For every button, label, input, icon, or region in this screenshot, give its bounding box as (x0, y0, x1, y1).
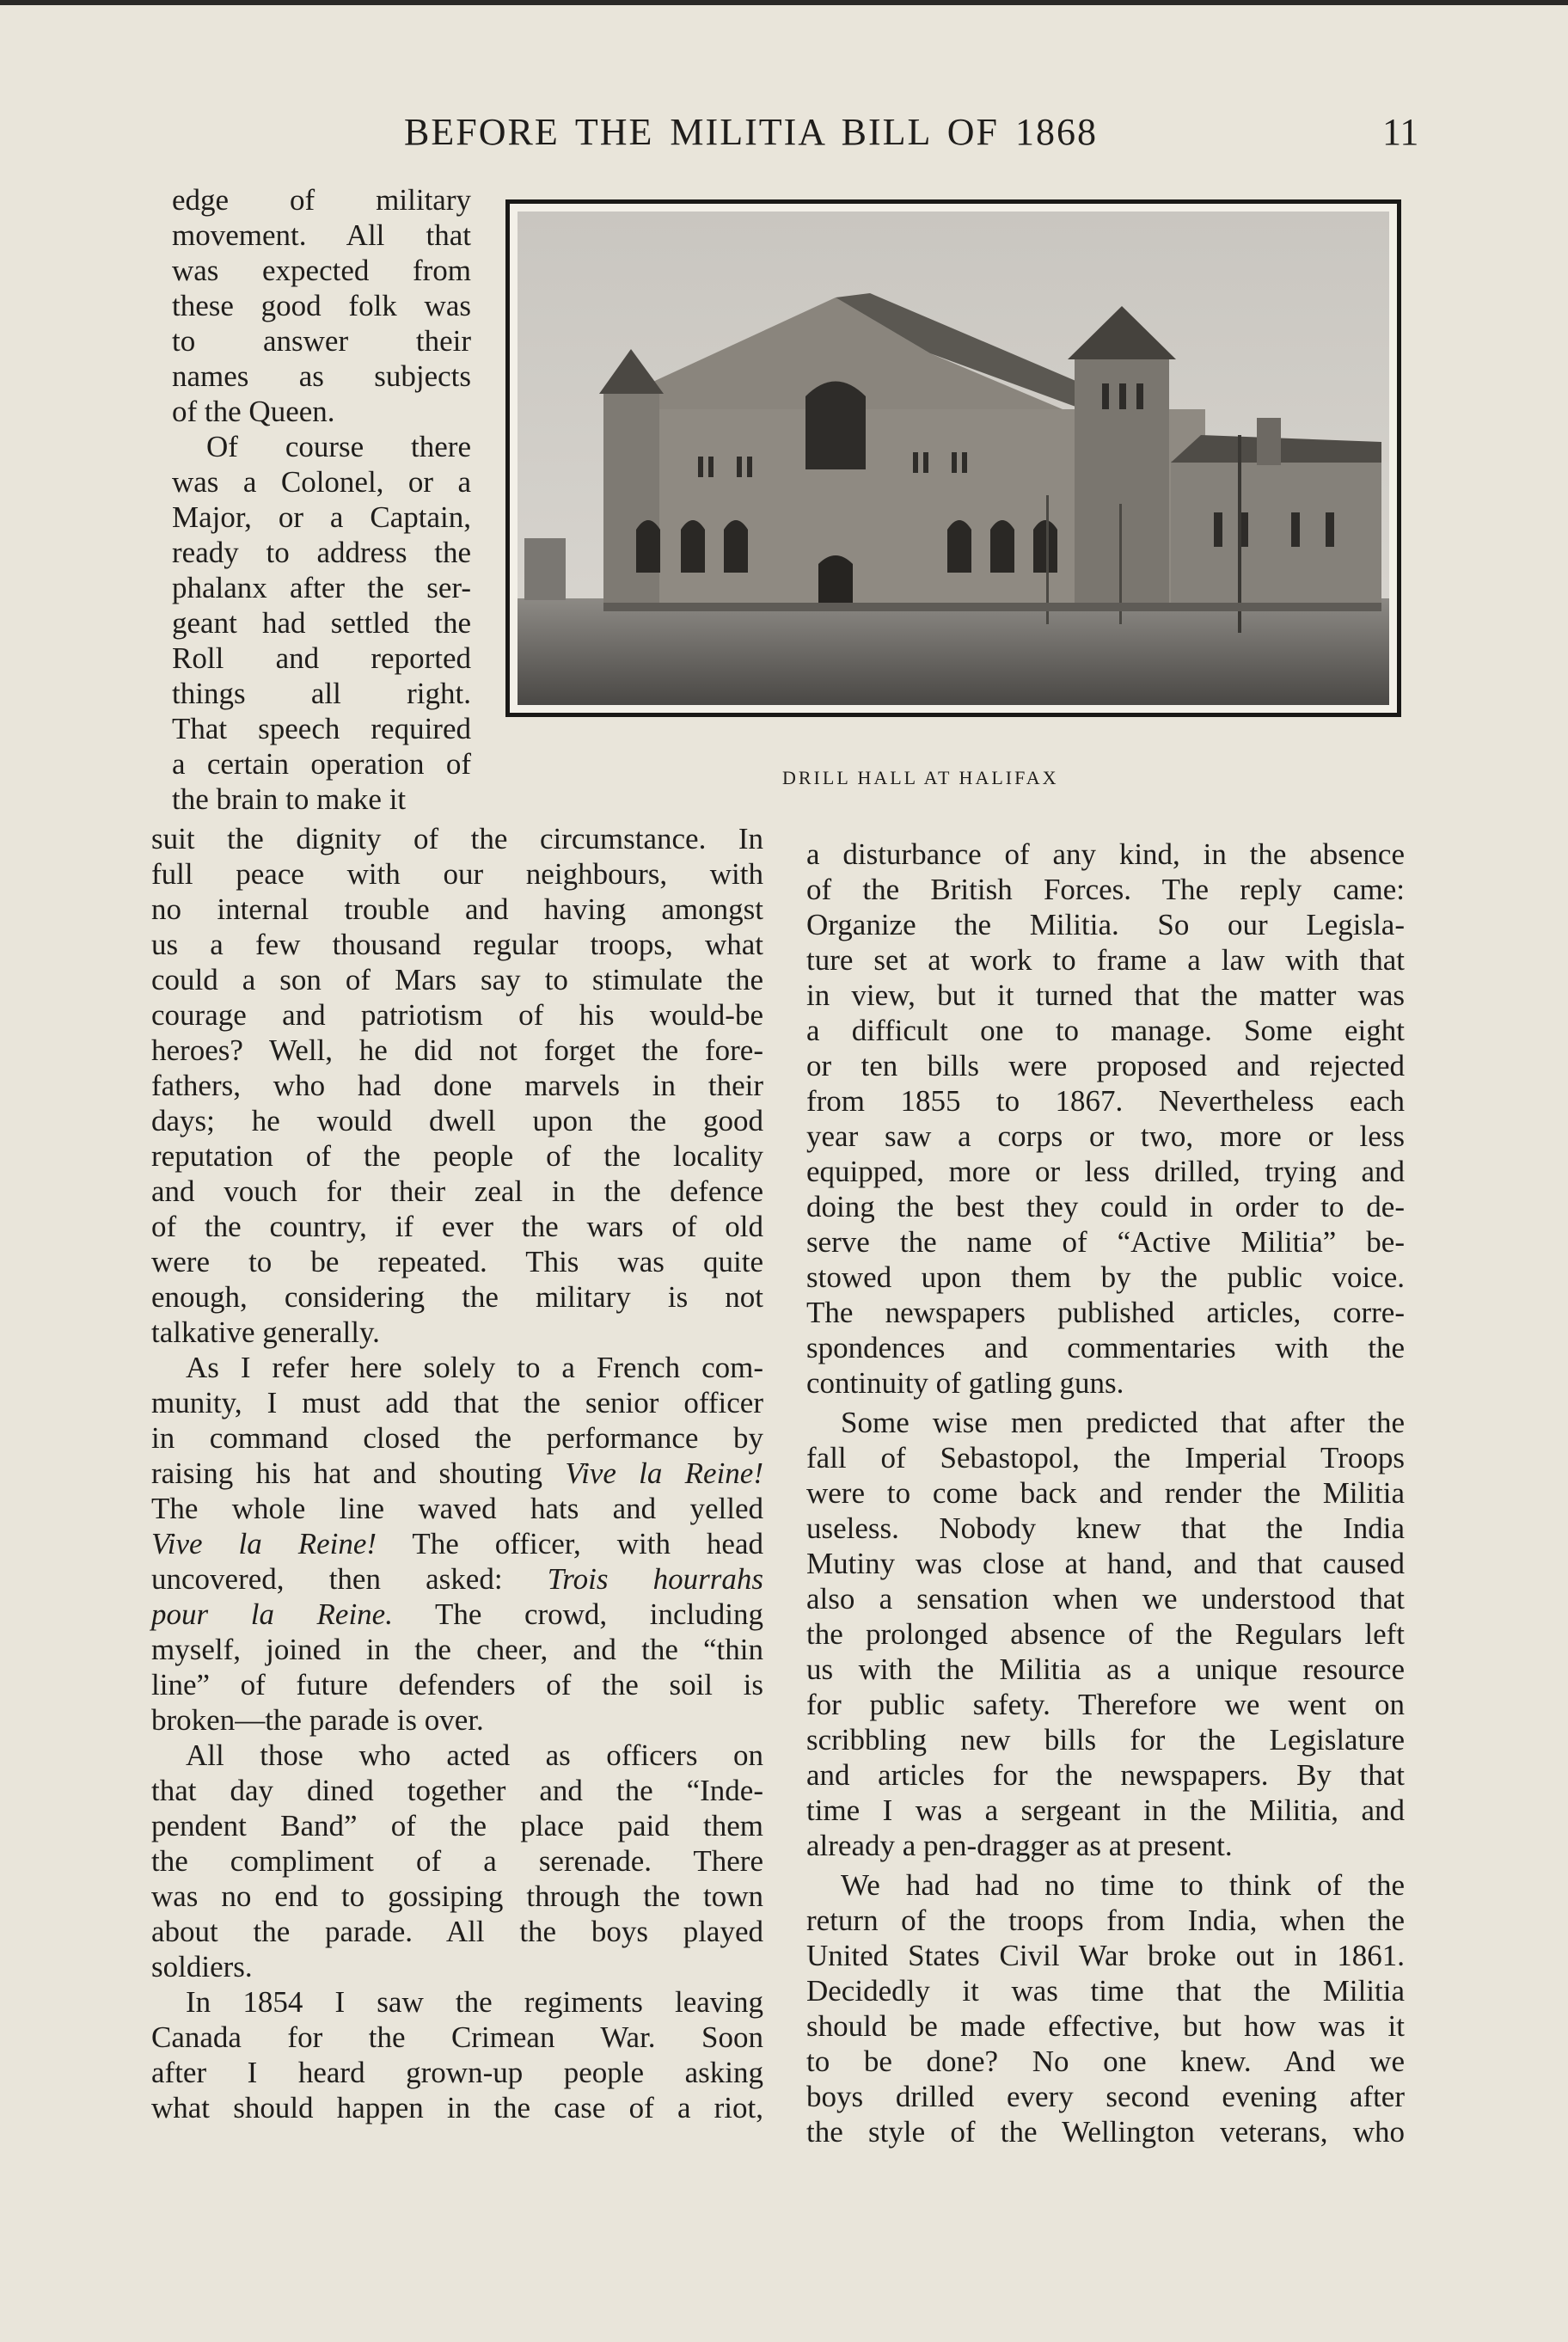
text-line: broken—the parade is over. (151, 1703, 484, 1737)
text-line: We had had no time to think of the (841, 1868, 1405, 1902)
text-line: doing the best they could in order to de- (806, 1190, 1405, 1223)
text-line: spondences and commentaries with the (806, 1331, 1405, 1364)
text-line: As I refer here solely to a French com- (186, 1351, 763, 1384)
text-line: the style of the Wellington veterans, who (806, 2115, 1405, 2149)
text-line: talkative generally. (151, 1315, 380, 1349)
text-line: for public safety. Therefore we went on (806, 1688, 1405, 1721)
text-line: movement. All that (172, 218, 471, 252)
text-line: or ten bills were proposed and rejected (806, 1049, 1405, 1082)
text-line: the prolonged absence of the Regulars left (806, 1617, 1405, 1651)
text-line: a disturbance of any kind, in the absence (806, 837, 1405, 871)
text-line: United States Civil War broke out in 1861. (806, 1939, 1405, 1972)
text-line: us a few thousand regular troops, what (151, 928, 763, 961)
text-line: Organize the Militia. So our Legisla- (806, 908, 1405, 941)
text-line: Canada for the Crimean War. Soon (151, 2020, 763, 2054)
text-line: suit the dignity of the circumstance. In (151, 822, 763, 855)
page-top-border (0, 0, 1568, 5)
text-line: enough, considering the military is not (151, 1280, 763, 1314)
text-line: the brain to make it (172, 782, 407, 816)
text-line: ture set at work to frame a law with that (806, 943, 1405, 977)
running-title: BEFORE THE MILITIA BILL OF 1868 (404, 111, 1098, 153)
text-line: these good folk was (172, 289, 471, 322)
text-line: days; he would dwell upon the good (151, 1104, 763, 1137)
text-span: uncovered, then asked: (151, 1562, 503, 1596)
text-line: continuity of gatling guns. (806, 1366, 1124, 1400)
text-line: time I was a sergeant in the Militia, and (806, 1793, 1405, 1827)
text-line: Major, or a Captain, (172, 500, 471, 534)
text-line: were to come back and render the Militia (806, 1476, 1405, 1510)
text-line: from 1855 to 1867. Nevertheless each (806, 1084, 1405, 1118)
text-line: Of course there (206, 430, 471, 463)
text-line: Mutiny was close at hand, and that caused (806, 1547, 1405, 1580)
text-line (151, 1561, 763, 1597)
page-number: 11 (1382, 111, 1419, 153)
text-line: fall of Sebastopol, the Imperial Troops (806, 1441, 1405, 1474)
text-line: in command closed the performance by (151, 1421, 763, 1455)
text-line (151, 1597, 763, 1632)
text-line: myself, joined in the cheer, and the “thin (151, 1633, 763, 1666)
text-line: line” of future defenders of the soil is (151, 1668, 763, 1701)
text-span: raising his hat and shouting (151, 1456, 543, 1490)
text-line: All those who acted as officers on (186, 1738, 763, 1772)
text-line: was a Colonel, or a (172, 465, 471, 499)
text-line: return of the troops from India, when the (806, 1904, 1405, 1937)
text-line: In 1854 I saw the regiments leaving (186, 1985, 763, 2019)
text-line: was no end to gossiping through the town (151, 1879, 763, 1913)
text-line: reputation of the people of the locality (151, 1139, 763, 1173)
text-line: courage and patriotism of his would-be (151, 998, 763, 1032)
drill-hall-image (518, 212, 1389, 705)
text-line: year saw a corps or two, more or less (806, 1119, 1405, 1153)
italic-phrase: Trois hourrahs (547, 1562, 763, 1596)
text-line: serve the name of “Active Militia” be- (806, 1225, 1405, 1259)
text-span: The officer, with head (412, 1527, 763, 1560)
text-line: to answer their (172, 324, 471, 358)
text-line: of the British Forces. The reply came: (806, 873, 1405, 906)
text-line: boys drilled every second evening after (806, 2080, 1405, 2113)
text-line: The whole line waved hats and yelled (151, 1492, 763, 1525)
text-line: stowed upon them by the public voice. (806, 1260, 1405, 1294)
text-line: after I heard grown-up people asking (151, 2056, 763, 2089)
text-line: also a sensation when we understood that (806, 1582, 1405, 1615)
text-line: should be made effective, but how was it (806, 2009, 1405, 2043)
text-line: useless. Nobody knew that the India (806, 1511, 1405, 1545)
text-line: a difficult one to manage. Some eight (806, 1014, 1405, 1047)
text-line: geant had settled the (172, 606, 471, 640)
text-line: in view, but it turned that the matter was (806, 978, 1405, 1012)
text-line: of the Queen. (172, 395, 335, 428)
text-line (151, 1456, 763, 1491)
text-span: The crowd, including (434, 1597, 763, 1631)
text-line: munity, I must add that the senior officer (151, 1386, 763, 1419)
italic-phrase: pour la Reine. (151, 1597, 393, 1631)
text-line: scribbling new bills for the Legislature (806, 1723, 1405, 1756)
text-line: already a pen-dragger as at present. (806, 1829, 1233, 1862)
text-line: edge of military (172, 183, 471, 217)
text-line: pendent Band” of the place paid them (151, 1809, 763, 1842)
text-line: and vouch for their zeal in the defence (151, 1174, 763, 1208)
drill-hall-photograph (505, 199, 1401, 717)
text-line: Decidedly it was time that the Militia (806, 1974, 1405, 2008)
text-line: about the parade. All the boys played (151, 1915, 763, 1948)
text-line (151, 1526, 763, 1561)
text-line: things all right. (172, 677, 471, 710)
text-line: The newspapers published articles, corre- (806, 1296, 1405, 1329)
text-line: Roll and reported (172, 641, 471, 675)
text-line: phalanx after the ser- (172, 571, 471, 604)
text-line: That speech required (172, 712, 471, 745)
text-line: of the country, if ever the wars of old (151, 1210, 763, 1243)
text-line: equipped, more or less drilled, trying and (806, 1155, 1405, 1188)
figure-caption: DRILL HALL AT HALIFAX (782, 767, 1059, 788)
text-line: the compliment of a serenade. There (151, 1844, 763, 1878)
text-line: a certain operation of (172, 747, 471, 781)
italic-phrase: Vive la Reine! (151, 1527, 377, 1560)
text-line: soldiers. (151, 1950, 253, 1983)
text-line: that day dined together and the “Inde- (151, 1774, 763, 1807)
text-line: what should happen in the case of a riot, (151, 2091, 763, 2124)
text-line: us with the Militia as a unique resource (806, 1652, 1405, 1686)
text-line: Some wise men predicted that after the (841, 1406, 1405, 1439)
text-line: heroes? Well, he did not forget the fore- (151, 1033, 763, 1067)
text-line: full peace with our neighbours, with (151, 857, 763, 891)
text-line: ready to address the (172, 536, 471, 569)
text-line: no internal trouble and having amongst (151, 892, 763, 926)
text-line: was expected from (172, 254, 471, 287)
text-line: could a son of Mars say to stimulate the (151, 963, 763, 996)
text-line: names as subjects (172, 359, 471, 393)
text-line: and articles for the newspapers. By that (806, 1758, 1405, 1792)
text-line: to be done? No one knew. And we (806, 2045, 1405, 2078)
text-line: fathers, who had done marvels in their (151, 1069, 763, 1102)
italic-phrase: Vive la Reine! (565, 1456, 763, 1490)
text-line: were to be repeated. This was quite (151, 1245, 763, 1278)
